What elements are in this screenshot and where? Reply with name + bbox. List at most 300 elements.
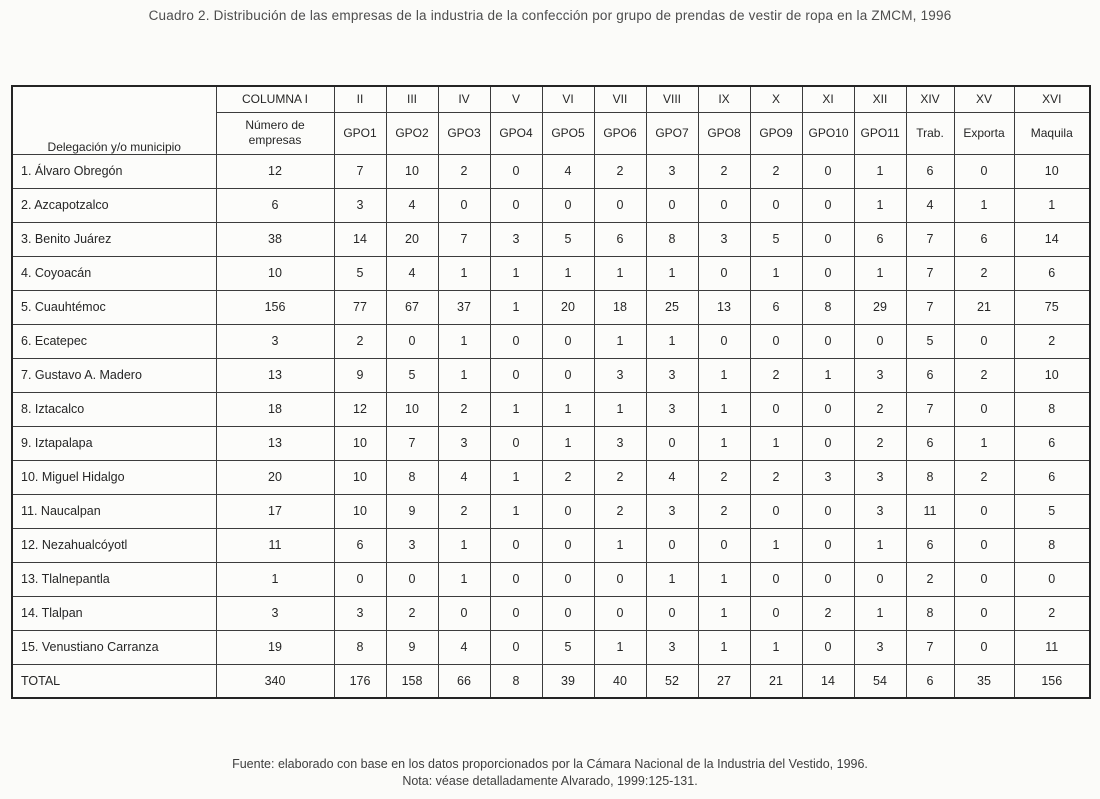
value-cell: 6 xyxy=(906,664,954,698)
value-cell: 0 xyxy=(542,324,594,358)
column-label: Exporta xyxy=(954,112,1014,154)
value-cell: 7 xyxy=(334,154,386,188)
column-number: XII xyxy=(854,86,906,112)
value-cell: 5 xyxy=(386,358,438,392)
table-row xyxy=(12,392,1090,426)
value-cell: 0 xyxy=(954,494,1014,528)
value-cell: 0 xyxy=(698,324,750,358)
value-cell: 6 xyxy=(906,154,954,188)
table-row xyxy=(12,290,1090,324)
value-cell: 18 xyxy=(216,392,334,426)
value-cell: 2 xyxy=(854,392,906,426)
row-label: 14. Tlalpan xyxy=(12,596,216,630)
value-cell: 4 xyxy=(386,256,438,290)
value-cell: 0 xyxy=(646,528,698,562)
row-label: 12. Nezahualcóyotl xyxy=(12,528,216,562)
value-cell: 2 xyxy=(750,460,802,494)
value-cell: 14 xyxy=(802,664,854,698)
column-number: XI xyxy=(802,86,854,112)
value-cell: 66 xyxy=(438,664,490,698)
value-cell: 2 xyxy=(542,460,594,494)
value-cell: 0 xyxy=(490,528,542,562)
value-cell: 8 xyxy=(334,630,386,664)
value-cell: 1 xyxy=(954,188,1014,222)
value-cell: 6 xyxy=(954,222,1014,256)
table-row xyxy=(12,154,1090,188)
value-cell: 0 xyxy=(646,188,698,222)
value-cell: 6 xyxy=(906,426,954,460)
value-cell: 0 xyxy=(854,562,906,596)
value-cell: 2 xyxy=(438,154,490,188)
value-cell: 0 xyxy=(802,562,854,596)
value-cell: 2 xyxy=(698,460,750,494)
value-cell: 1 xyxy=(750,256,802,290)
value-cell: 0 xyxy=(334,562,386,596)
value-cell: 0 xyxy=(802,222,854,256)
value-cell: 7 xyxy=(438,222,490,256)
column-number: XVI xyxy=(1014,86,1090,112)
value-cell: 3 xyxy=(802,460,854,494)
value-cell: 1 xyxy=(594,324,646,358)
row-label: 3. Benito Juárez xyxy=(12,222,216,256)
value-cell: 2 xyxy=(594,494,646,528)
row-label: 9. Iztapalapa xyxy=(12,426,216,460)
total-row xyxy=(12,664,1090,698)
row-label: 15. Venustiano Carranza xyxy=(12,630,216,664)
value-cell: 13 xyxy=(216,426,334,460)
value-cell: 2 xyxy=(750,154,802,188)
value-cell: 4 xyxy=(906,188,954,222)
table-row xyxy=(12,630,1090,664)
value-cell: 2 xyxy=(750,358,802,392)
value-cell: 0 xyxy=(750,596,802,630)
value-cell: 7 xyxy=(386,426,438,460)
value-cell: 3 xyxy=(334,188,386,222)
value-cell: 3 xyxy=(386,528,438,562)
value-cell: 8 xyxy=(1014,528,1090,562)
value-cell: 8 xyxy=(906,596,954,630)
value-cell: 6 xyxy=(1014,256,1090,290)
total-row-label: TOTAL xyxy=(12,664,216,698)
value-cell: 0 xyxy=(750,392,802,426)
value-cell: 18 xyxy=(594,290,646,324)
value-cell: 1 xyxy=(542,392,594,426)
value-cell: 8 xyxy=(1014,392,1090,426)
value-cell: 2 xyxy=(854,426,906,460)
value-cell: 0 xyxy=(954,392,1014,426)
value-cell: 1 xyxy=(698,358,750,392)
value-cell: 1 xyxy=(594,256,646,290)
column-number: VI xyxy=(542,86,594,112)
value-cell: 5 xyxy=(906,324,954,358)
value-cell: 75 xyxy=(1014,290,1090,324)
value-cell: 39 xyxy=(542,664,594,698)
column-label: GPO8 xyxy=(698,112,750,154)
value-cell: 1 xyxy=(438,256,490,290)
value-cell: 3 xyxy=(490,222,542,256)
value-cell: 6 xyxy=(216,188,334,222)
value-cell: 9 xyxy=(386,630,438,664)
column-number: IV xyxy=(438,86,490,112)
value-cell: 4 xyxy=(646,460,698,494)
value-cell: 12 xyxy=(334,392,386,426)
value-cell: 0 xyxy=(802,426,854,460)
value-cell: 3 xyxy=(216,324,334,358)
value-cell: 7 xyxy=(906,222,954,256)
data-table xyxy=(11,85,1091,699)
value-cell: 2 xyxy=(698,154,750,188)
value-cell: 2 xyxy=(594,154,646,188)
value-cell: 0 xyxy=(542,494,594,528)
value-cell: 1 xyxy=(854,596,906,630)
value-cell: 1 xyxy=(802,358,854,392)
value-cell: 21 xyxy=(954,290,1014,324)
value-cell: 77 xyxy=(334,290,386,324)
value-cell: 0 xyxy=(542,188,594,222)
value-cell: 3 xyxy=(646,630,698,664)
value-cell: 0 xyxy=(750,188,802,222)
value-cell: 0 xyxy=(954,630,1014,664)
value-cell: 2 xyxy=(906,562,954,596)
fuente-line: Fuente: elaborado con base en los datos proporcionados por la Cámara Nacional de la Industria del Vestido, 1996. xyxy=(232,757,868,771)
value-cell: 2 xyxy=(954,460,1014,494)
value-cell: 156 xyxy=(1014,664,1090,698)
row-label: 6. Ecatepec xyxy=(12,324,216,358)
table-row xyxy=(12,562,1090,596)
table-row xyxy=(12,460,1090,494)
row-label: 1. Álvaro Obregón xyxy=(12,154,216,188)
value-cell: 0 xyxy=(802,256,854,290)
value-cell: 0 xyxy=(646,596,698,630)
value-cell: 0 xyxy=(698,528,750,562)
value-cell: 5 xyxy=(750,222,802,256)
row-label: 8. Iztacalco xyxy=(12,392,216,426)
value-cell: 1 xyxy=(490,392,542,426)
value-cell: 3 xyxy=(334,596,386,630)
value-cell: 3 xyxy=(646,494,698,528)
value-cell: 1 xyxy=(854,154,906,188)
value-cell: 0 xyxy=(954,154,1014,188)
value-cell: 2 xyxy=(594,460,646,494)
value-cell: 3 xyxy=(646,154,698,188)
column-label: GPO7 xyxy=(646,112,698,154)
value-cell: 0 xyxy=(490,154,542,188)
value-cell: 1 xyxy=(1014,188,1090,222)
value-cell: 3 xyxy=(698,222,750,256)
value-cell: 1 xyxy=(646,256,698,290)
value-cell: 2 xyxy=(1014,324,1090,358)
value-cell: 0 xyxy=(802,392,854,426)
value-cell: 1 xyxy=(490,460,542,494)
row-label: 2. Azcapotzalco xyxy=(12,188,216,222)
column-label: GPO1 xyxy=(334,112,386,154)
column-number: VII xyxy=(594,86,646,112)
value-cell: 1 xyxy=(854,528,906,562)
value-cell: 38 xyxy=(216,222,334,256)
value-cell: 2 xyxy=(698,494,750,528)
row-header-label: Delegación y/o municipio xyxy=(12,86,216,154)
table-caption: Cuadro 2. Distribución de las empresas de la industria de la confección por grupo de prendas de vestir de ropa en la ZMCM, 1996 xyxy=(148,8,952,23)
value-cell: 3 xyxy=(594,426,646,460)
value-cell: 176 xyxy=(334,664,386,698)
value-cell: 0 xyxy=(594,562,646,596)
table-row xyxy=(12,324,1090,358)
table-row xyxy=(12,596,1090,630)
value-cell: 0 xyxy=(490,562,542,596)
value-cell: 1 xyxy=(438,324,490,358)
value-cell: 20 xyxy=(216,460,334,494)
value-cell: 7 xyxy=(906,630,954,664)
value-cell: 2 xyxy=(954,256,1014,290)
value-cell: 10 xyxy=(334,494,386,528)
value-cell: 10 xyxy=(386,154,438,188)
value-cell: 1 xyxy=(646,562,698,596)
value-cell: 2 xyxy=(1014,596,1090,630)
value-cell: 4 xyxy=(542,154,594,188)
value-cell: 1 xyxy=(750,528,802,562)
value-cell: 0 xyxy=(954,324,1014,358)
value-cell: 0 xyxy=(594,188,646,222)
value-cell: 0 xyxy=(490,188,542,222)
value-cell: 0 xyxy=(954,562,1014,596)
value-cell: 0 xyxy=(954,528,1014,562)
value-cell: 7 xyxy=(906,392,954,426)
column-label: Trab. xyxy=(906,112,954,154)
value-cell: 3 xyxy=(854,630,906,664)
value-cell: 0 xyxy=(750,494,802,528)
value-cell: 1 xyxy=(698,630,750,664)
column-number: X xyxy=(750,86,802,112)
value-cell: 67 xyxy=(386,290,438,324)
value-cell: 1 xyxy=(490,494,542,528)
value-cell: 27 xyxy=(698,664,750,698)
value-cell: 1 xyxy=(854,256,906,290)
column-number: II xyxy=(334,86,386,112)
value-cell: 0 xyxy=(802,528,854,562)
value-cell: 0 xyxy=(438,596,490,630)
value-cell: 0 xyxy=(542,358,594,392)
value-cell: 1 xyxy=(750,630,802,664)
column-label: GPO2 xyxy=(386,112,438,154)
value-cell: 6 xyxy=(906,358,954,392)
value-cell: 1 xyxy=(542,256,594,290)
value-cell: 0 xyxy=(542,562,594,596)
value-cell: 3 xyxy=(854,358,906,392)
value-cell: 3 xyxy=(216,596,334,630)
value-cell: 0 xyxy=(490,426,542,460)
value-cell: 2 xyxy=(438,392,490,426)
value-cell: 5 xyxy=(334,256,386,290)
value-cell: 0 xyxy=(954,596,1014,630)
value-cell: 11 xyxy=(1014,630,1090,664)
value-cell: 0 xyxy=(594,596,646,630)
value-cell: 10 xyxy=(1014,358,1090,392)
column-number: IX xyxy=(698,86,750,112)
value-cell: 25 xyxy=(646,290,698,324)
value-cell: 10 xyxy=(386,392,438,426)
value-cell: 6 xyxy=(334,528,386,562)
value-cell: 6 xyxy=(854,222,906,256)
value-cell: 0 xyxy=(490,630,542,664)
value-cell: 3 xyxy=(854,460,906,494)
value-cell: 0 xyxy=(646,426,698,460)
value-cell: 0 xyxy=(490,358,542,392)
value-cell: 11 xyxy=(216,528,334,562)
value-cell: 156 xyxy=(216,290,334,324)
value-cell: 8 xyxy=(906,460,954,494)
value-cell: 0 xyxy=(802,154,854,188)
value-cell: 3 xyxy=(594,358,646,392)
value-cell: 9 xyxy=(386,494,438,528)
value-cell: 2 xyxy=(438,494,490,528)
value-cell: 2 xyxy=(386,596,438,630)
value-cell: 3 xyxy=(438,426,490,460)
value-cell: 1 xyxy=(750,426,802,460)
column-label: GPO6 xyxy=(594,112,646,154)
column-label: GPO9 xyxy=(750,112,802,154)
value-cell: 1 xyxy=(698,596,750,630)
value-cell: 6 xyxy=(906,528,954,562)
value-cell: 1 xyxy=(698,562,750,596)
value-cell: 54 xyxy=(854,664,906,698)
row-label: 11. Naucalpan xyxy=(12,494,216,528)
row-label: 4. Coyoacán xyxy=(12,256,216,290)
value-cell: 6 xyxy=(594,222,646,256)
value-cell: 8 xyxy=(802,290,854,324)
row-label: 5. Cuauhtémoc xyxy=(12,290,216,324)
table-body xyxy=(12,154,1090,698)
value-cell: 1 xyxy=(594,528,646,562)
value-cell: 0 xyxy=(802,188,854,222)
value-cell: 1 xyxy=(954,426,1014,460)
value-cell: 9 xyxy=(334,358,386,392)
value-cell: 0 xyxy=(802,630,854,664)
value-cell: 4 xyxy=(438,460,490,494)
value-cell: 7 xyxy=(906,290,954,324)
column-numbers-row xyxy=(12,86,1090,112)
value-cell: 0 xyxy=(386,562,438,596)
value-cell: 2 xyxy=(954,358,1014,392)
value-cell: 2 xyxy=(802,596,854,630)
value-cell: 1 xyxy=(438,358,490,392)
value-cell: 0 xyxy=(438,188,490,222)
value-cell: 1 xyxy=(490,256,542,290)
row-label: 13. Tlalnepantla xyxy=(12,562,216,596)
column-label: Maquila xyxy=(1014,112,1090,154)
value-cell: 0 xyxy=(542,596,594,630)
value-cell: 6 xyxy=(1014,460,1090,494)
value-cell: 0 xyxy=(750,324,802,358)
value-cell: 0 xyxy=(802,494,854,528)
table-row xyxy=(12,358,1090,392)
column-label: GPO3 xyxy=(438,112,490,154)
value-cell: 3 xyxy=(646,392,698,426)
value-cell: 13 xyxy=(698,290,750,324)
value-cell: 5 xyxy=(542,630,594,664)
row-label: 10. Miguel Hidalgo xyxy=(12,460,216,494)
value-cell: 8 xyxy=(386,460,438,494)
table-row xyxy=(12,426,1090,460)
value-cell: 0 xyxy=(698,188,750,222)
value-cell: 1 xyxy=(698,426,750,460)
column-label: GPO11 xyxy=(854,112,906,154)
value-cell: 20 xyxy=(386,222,438,256)
value-cell: 1 xyxy=(542,426,594,460)
value-cell: 52 xyxy=(646,664,698,698)
value-cell: 40 xyxy=(594,664,646,698)
value-cell: 14 xyxy=(334,222,386,256)
column-label: GPO10 xyxy=(802,112,854,154)
value-cell: 14 xyxy=(1014,222,1090,256)
column-number: XIV xyxy=(906,86,954,112)
column-number: III xyxy=(386,86,438,112)
source-note xyxy=(0,756,1100,790)
table-row xyxy=(12,494,1090,528)
value-cell: 10 xyxy=(1014,154,1090,188)
value-cell: 1 xyxy=(594,392,646,426)
column-number: XV xyxy=(954,86,1014,112)
row-label: 7. Gustavo A. Madero xyxy=(12,358,216,392)
value-cell: 17 xyxy=(216,494,334,528)
value-cell: 1 xyxy=(646,324,698,358)
value-cell: 6 xyxy=(750,290,802,324)
column-number: COLUMNA I xyxy=(216,86,334,112)
value-cell: 5 xyxy=(1014,494,1090,528)
table-row xyxy=(12,528,1090,562)
value-cell: 1 xyxy=(854,188,906,222)
value-cell: 3 xyxy=(646,358,698,392)
value-cell: 0 xyxy=(386,324,438,358)
value-cell: 4 xyxy=(438,630,490,664)
value-cell: 2 xyxy=(334,324,386,358)
value-cell: 0 xyxy=(1014,562,1090,596)
column-number: V xyxy=(490,86,542,112)
value-cell: 3 xyxy=(854,494,906,528)
value-cell: 19 xyxy=(216,630,334,664)
value-cell: 8 xyxy=(490,664,542,698)
value-cell: 0 xyxy=(490,324,542,358)
table-row xyxy=(12,222,1090,256)
value-cell: 4 xyxy=(386,188,438,222)
value-cell: 0 xyxy=(750,562,802,596)
value-cell: 0 xyxy=(542,528,594,562)
table-row xyxy=(12,256,1090,290)
value-cell: 6 xyxy=(1014,426,1090,460)
value-cell: 0 xyxy=(802,324,854,358)
value-cell: 340 xyxy=(216,664,334,698)
value-cell: 11 xyxy=(906,494,954,528)
value-cell: 1 xyxy=(698,392,750,426)
value-cell: 13 xyxy=(216,358,334,392)
value-cell: 0 xyxy=(854,324,906,358)
value-cell: 10 xyxy=(334,426,386,460)
value-cell: 20 xyxy=(542,290,594,324)
column-label: GPO5 xyxy=(542,112,594,154)
value-cell: 7 xyxy=(906,256,954,290)
nota-line: Nota: véase detalladamente Alvarado, 1999:125-131. xyxy=(402,773,698,788)
column-label: GPO4 xyxy=(490,112,542,154)
value-cell: 1 xyxy=(438,528,490,562)
column-label: Número de empresas xyxy=(216,112,334,154)
value-cell: 12 xyxy=(216,154,334,188)
value-cell: 0 xyxy=(698,256,750,290)
value-cell: 10 xyxy=(334,460,386,494)
value-cell: 0 xyxy=(490,596,542,630)
value-cell: 8 xyxy=(646,222,698,256)
value-cell: 1 xyxy=(490,290,542,324)
value-cell: 158 xyxy=(386,664,438,698)
table-row xyxy=(12,188,1090,222)
